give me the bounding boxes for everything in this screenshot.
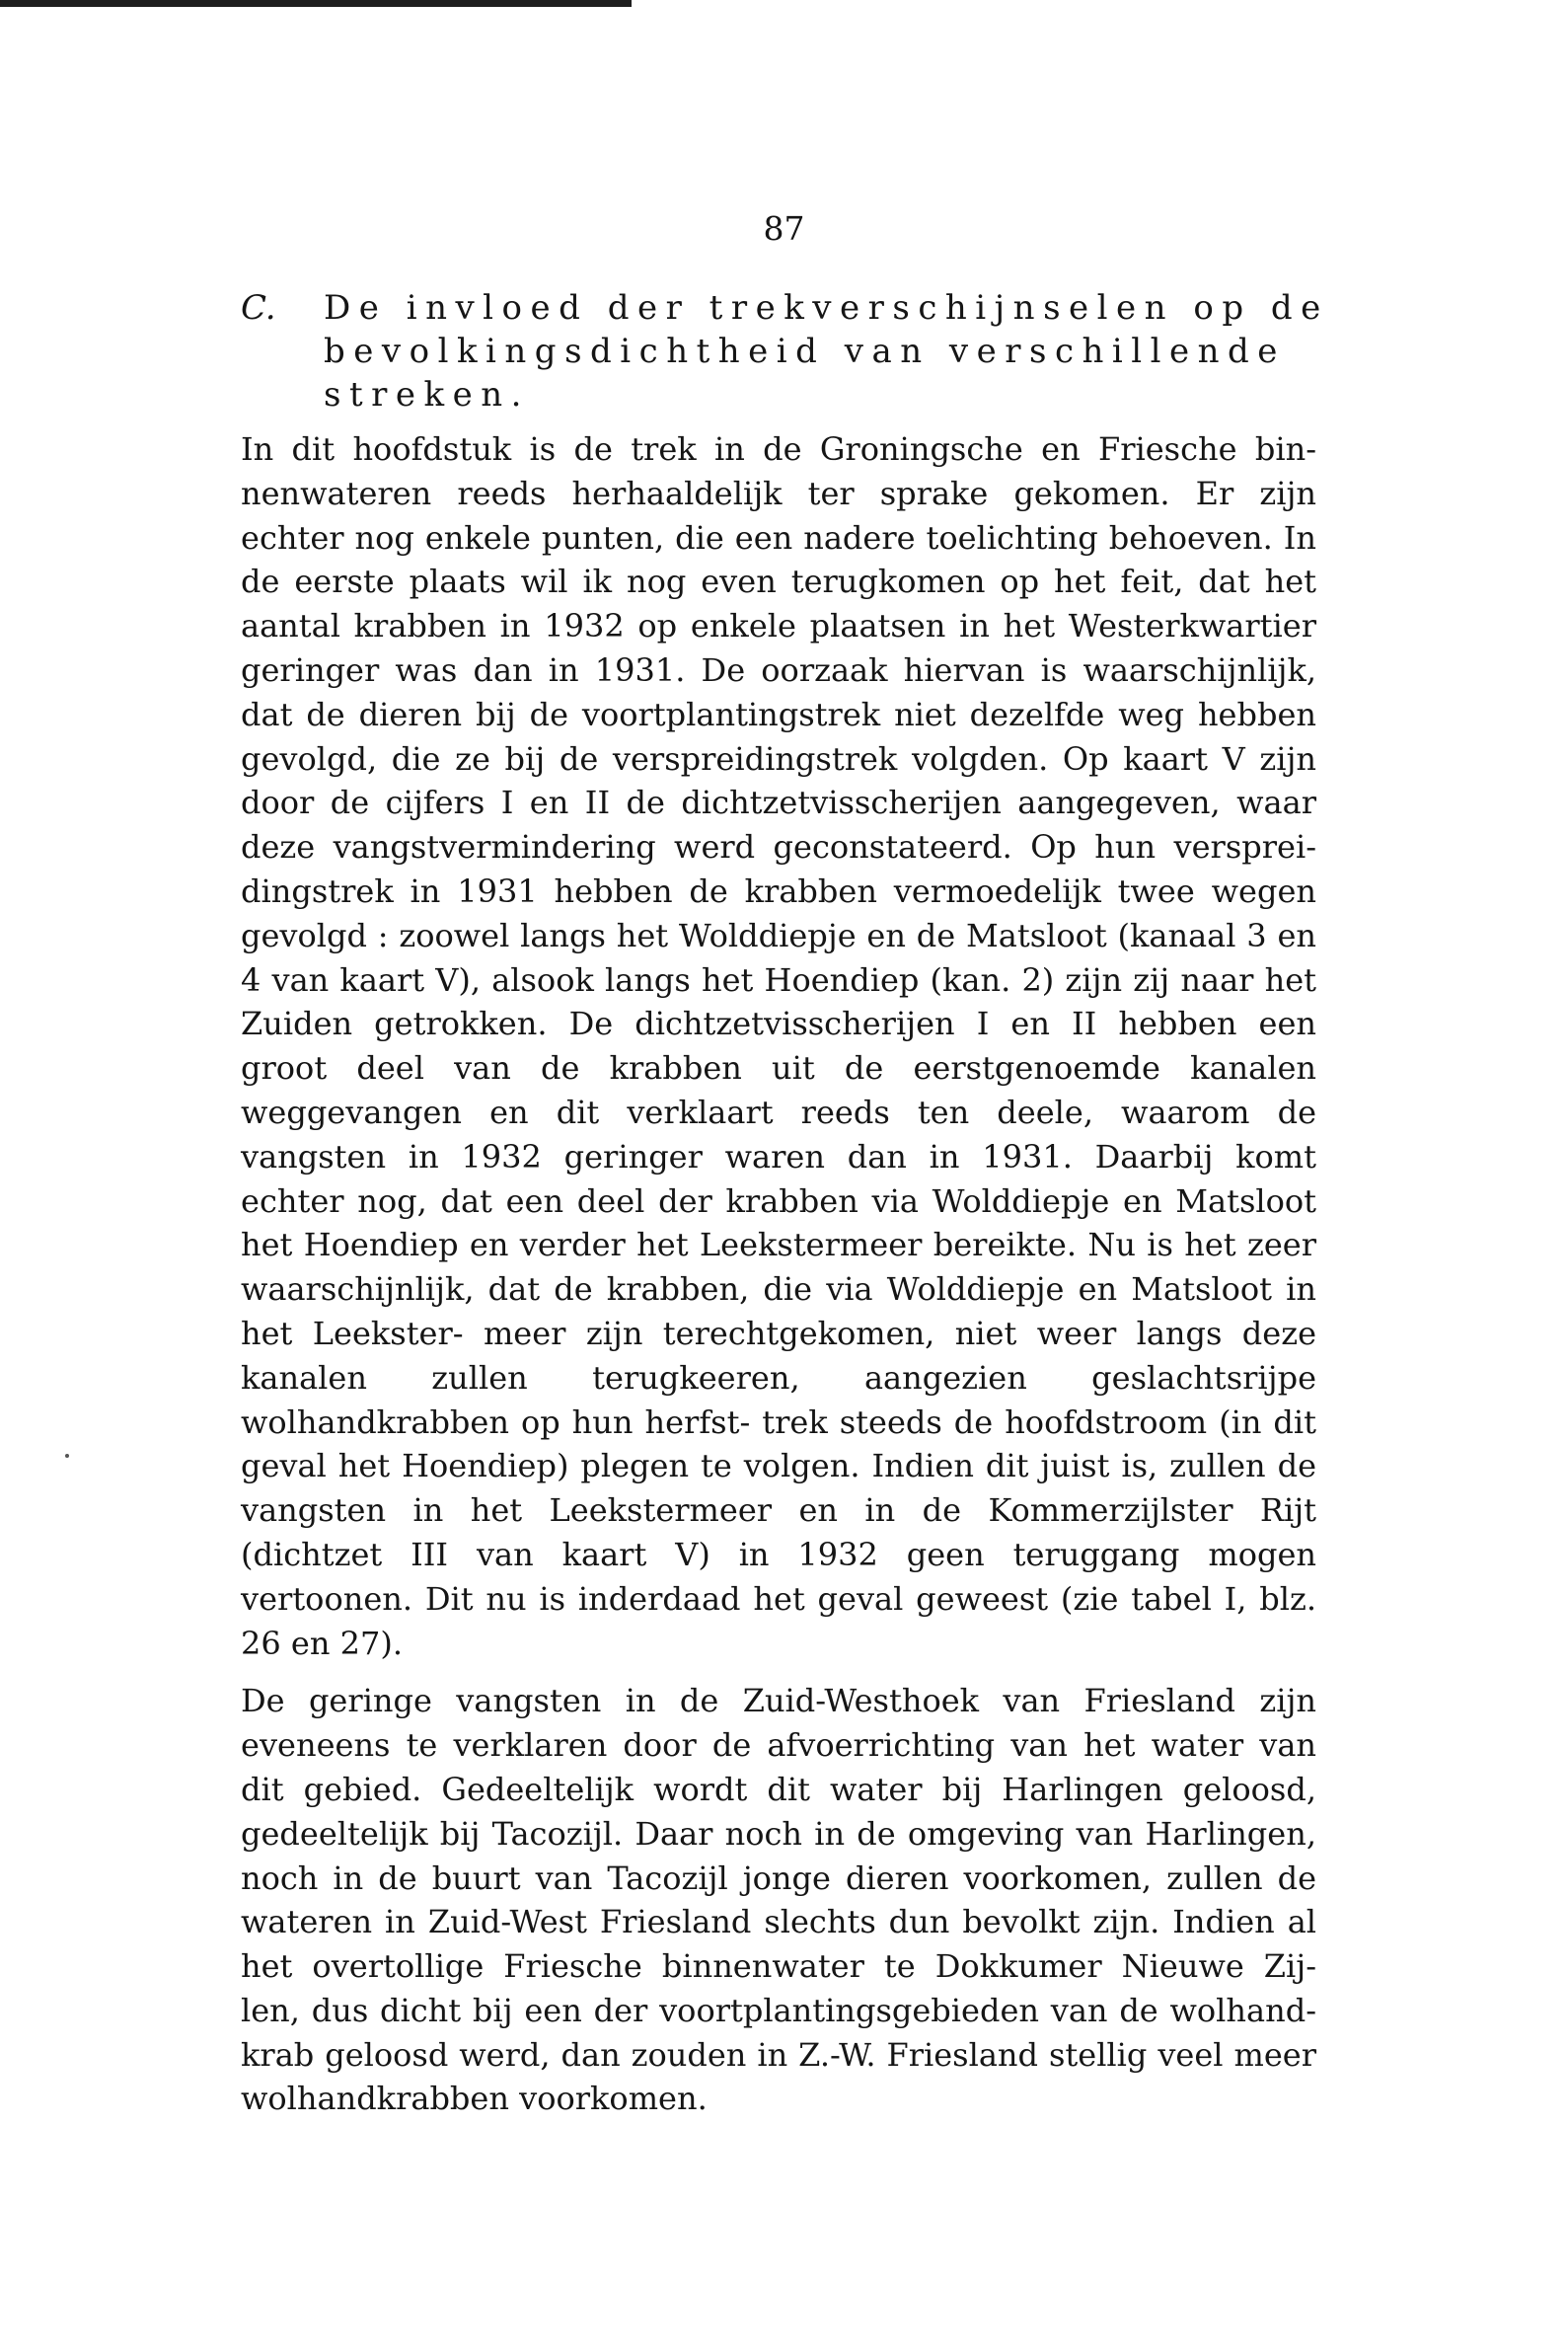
- body-text: [241, 427, 1316, 2121]
- paragraph: In dit hoofdstuk is de trek in de Groningsche en Friesche bin- nenwateren reeds herhaaldelijk ter sprake gekomen. Er zijn echter nog enkele punten, die een nadere toelichting behoeven. In de eerste plaats wil ik nog even terugkomen op het feit, dat het aantal krabben in 1932 op enkele plaatsen in het Westerkwartier geringer was dan in 1931. De oorzaak hiervan is waarschijnlijk, dat de dieren bij de voortplantingstrek niet dezelfde weg hebben gevolgd, die ze bij de verspreidingstrek volgden. Op kaart V zijn door de cijfers I en II de dichtzetvisscherijen aangegeven, waar deze vangstvermindering werd geconstateerd. Op hun versprei- dingstrek in 1931 hebben de krabben vermoedelijk twee wegen gevolgd : zoowel langs het Wolddiepje en de Matsloot (kanaal 3 en 4 van kaart V), alsook langs het Hoendiep (kan. 2) zijn zij naar het Zuiden getrokken. De dichtzetvisscherijen I en II hebben een groot deel van de krabben uit de eerstgenoemde kanalen weggevangen en dit verklaart reeds ten deele, waarom de vangsten in 1932 geringer waren dan in 1931. Daarbij komt echter nog, dat een deel der krabben via Wolddiepje en Matsloot het Hoendiep en verder het Leekstermeer bereikte. Nu is het zeer waarschijnlijk, dat de krabben, die via Wolddiepje en Matsloot in het Leekster- meer zijn terechtgekomen, niet weer langs deze kanalen zullen terugkeeren, aangezien geslachtsrijpe wolhandkrabben op hun herfst- trek steeds de hoofdstroom (in dit geval het Hoendiep) plegen te volgen. Indien dit juist is, zullen de vangsten in het Leekstermeer en in de Kommerzijlster Rijt (dichtzet III van kaart V) in 1932 geen teruggang mogen vertoonen. Dit nu is inderdaad het geval geweest (zie tabel I, blz. 26 en 27).: [241, 430, 1316, 1662]
- page-number: 87: [763, 209, 805, 248]
- paragraph: De geringe vangsten in de Zuid-Westhoek van Friesland zijn eveneens te verklaren door de afvoerrichting van het water van dit gebied. Gedeeltelijk wordt dit water bij Harlingen geloosd, gedeeltelijk bij Tacozijl. Daar noch in de omgeving van Harlingen, noch in de buurt van Tacozijl jonge dieren voorkomen, zullen de wateren in Zuid-West Friesland slechts dun bevolkt zijn. Indien al het overtollige Friesche binnenwater te Dokkumer Nieuwe Zij- len, dus dicht bij een der voortplantingsgebieden van de wolhand- krab geloosd werd, dan zouden in Z.-W. Friesland stellig veel meer wolhandkrabben voorkomen.: [241, 1682, 1316, 2118]
- section-letter: C.: [241, 288, 276, 328]
- section-heading-line: bevolkingsdichtheid van verschillende: [324, 332, 1286, 371]
- scan-top-edge: [0, 0, 632, 7]
- section-heading-line: De invloed der trekverschijnselen op de: [324, 288, 1329, 328]
- scan-speck: [65, 1454, 69, 1458]
- section-heading-line: streken.: [324, 375, 530, 415]
- section-heading: [241, 286, 1346, 417]
